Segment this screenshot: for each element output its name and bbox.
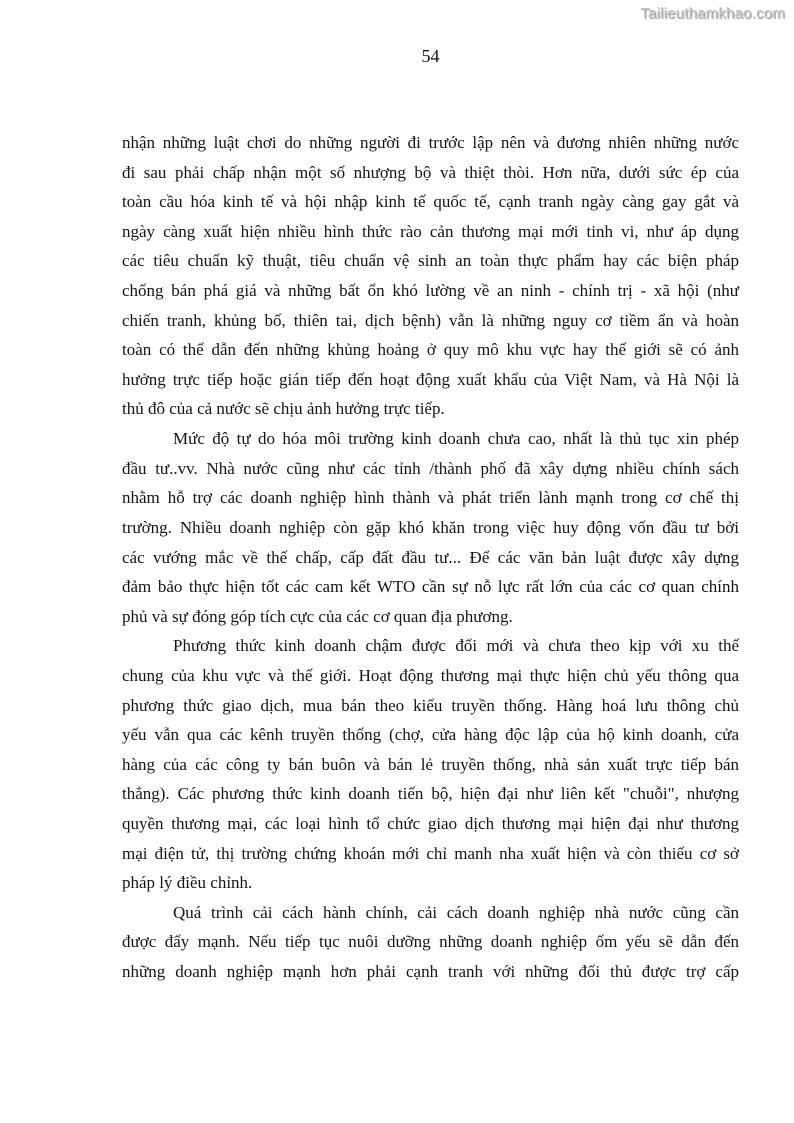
text-line-content: thủ đô của cả nước sẽ chịu ảnh hưởng trực tiếp.	[122, 399, 445, 419]
text-line-content: trường. Nhiều doanh nghiệp còn gặp khó khăn trong việc huy động vốn đầu tư bởi	[122, 517, 739, 537]
text-line	[122, 868, 739, 898]
text-line-content: được đẩy mạnh. Nếu tiếp tục nuôi dưỡng những doanh nghiệp ốm yếu sẽ dẫn đến	[122, 932, 739, 952]
text-line-content: toàn cầu hóa kinh tế và hội nhập kinh tế quốc tế, cạnh tranh ngày càng gay gắt và	[122, 192, 739, 212]
text-line-content: đi sau phải chấp nhận một số nhượng bộ và thiệt thòi. Hơn nữa, dưới sức ép của	[122, 162, 739, 182]
text-line-content: chung của khu vực và thế giới. Hoạt động thương mại thực hiện chủ yếu thông qua	[122, 665, 739, 685]
text-line	[122, 750, 739, 780]
text-line-content: các vướng mắc về thế chấp, cấp đất đầu tư... Để các văn bản luật được xây dựng	[122, 547, 739, 567]
text-line-content: hàng của các công ty bán buôn và bán lẻ truyền thống, nhà sản xuất trực tiếp bán	[122, 754, 739, 774]
paragraph	[122, 631, 739, 897]
text-line	[122, 839, 739, 869]
text-line	[122, 454, 739, 484]
text-line	[122, 424, 739, 454]
paragraph	[122, 898, 739, 987]
text-line	[122, 365, 739, 395]
text-line-content: phủ và sự đóng góp tích cực của các cơ quan địa phương.	[122, 606, 513, 626]
text-line-content: thẳng). Các phương thức kinh doanh tiến bộ, hiện đại như liên kết "chuỗi", nhượng	[122, 784, 739, 804]
text-line-content: Phương thức kinh doanh chậm được đổi mới và chưa theo kịp với xu thế	[173, 636, 739, 656]
text-line	[122, 720, 739, 750]
text-line-content: hưởng trực tiếp hoặc gián tiếp đến hoạt động xuất khẩu của Việt Nam, và Hà Nội là	[122, 369, 739, 389]
text-line	[122, 572, 739, 602]
text-line-content: phương thức giao dịch, mua bán theo kiểu truyền thống. Hàng hoá lưu thông chủ	[122, 695, 739, 715]
text-line	[122, 335, 739, 365]
body-text	[122, 128, 739, 987]
paragraph	[122, 424, 739, 631]
text-line	[122, 927, 739, 957]
text-line-content: pháp lý điều chỉnh.	[122, 873, 253, 893]
text-line	[122, 543, 739, 573]
text-line	[122, 513, 739, 543]
text-line	[122, 306, 739, 336]
text-line	[122, 631, 739, 661]
text-line-content: Quá trình cải cách hành chính, cải cách doanh nghiệp nhà nước cũng cần	[173, 902, 739, 922]
page-number: 54	[421, 46, 440, 66]
text-line-content: quyền thương mại, các loại hình tổ chức giao dịch thương mại hiện đại như thương	[122, 814, 739, 834]
text-line-content: yếu vẫn qua các kênh truyền thống (chợ, cửa hàng độc lập của hộ kinh doanh, cửa	[122, 725, 739, 745]
text-line	[122, 483, 739, 513]
text-line	[122, 276, 739, 306]
text-line	[122, 691, 739, 721]
text-line	[122, 779, 739, 809]
text-line	[122, 661, 739, 691]
text-line-content: chống bán phá giá và những bất ổn khó lường về an ninh - chính trị - xã hội (như	[122, 281, 739, 301]
text-line-content: đầu tư..vv. Nhà nước cũng như các tỉnh /thành phố đã xây dựng nhiều chính sách	[122, 458, 739, 478]
text-line-content: các tiêu chuẩn kỹ thuật, tiêu chuẩn vệ sinh an toàn thực phẩm hay các biện pháp	[122, 251, 739, 271]
text-line	[122, 394, 739, 424]
text-line-content: đảm bảo thực hiện tốt các cam kết WTO cần sự nỗ lực rất lớn của các cơ quan chính	[122, 577, 739, 597]
text-line	[122, 217, 739, 247]
text-line	[122, 246, 739, 276]
text-line	[122, 957, 739, 987]
text-line	[122, 809, 739, 839]
text-line	[122, 187, 739, 217]
text-line-content: nhận những luật chơi do những người đi trước lập nên và đương nhiên những nước	[122, 133, 739, 152]
text-line	[122, 898, 739, 928]
text-line-content: Mức độ tự do hóa môi trường kinh doanh chưa cao, nhất là thủ tục xin phép	[173, 429, 739, 449]
watermark: Tailieuthamkhao.com	[640, 5, 785, 22]
text-line-content: những doanh nghiệp mạnh hơn phải cạnh tranh với những đối thủ được trợ cấp	[122, 962, 739, 982]
text-line-content: nhằm hỗ trợ các doanh nghiệp hình thành và phát triển lành mạnh trong cơ chế thị	[122, 488, 739, 508]
paragraph	[122, 128, 739, 424]
text-line	[122, 158, 739, 188]
text-line-content: mại điện tử, thị trường chứng khoán mới chỉ manh nha xuất hiện và còn thiếu cơ sở	[122, 843, 739, 863]
text-line	[122, 602, 739, 632]
text-line-content: chiến tranh, khủng bố, thiên tai, dịch bệnh) vẫn là những nguy cơ tiềm ẩn và hoàn	[122, 310, 739, 330]
text-line-content: toàn có thể dẫn đến những khủng hoảng ở quy mô khu vực hay thế giới sẽ có ảnh	[122, 340, 739, 360]
text-line	[122, 128, 739, 158]
text-line-content: ngày càng xuất hiện nhiều hình thức rào cản thương mại mới tinh vi, như áp dụng	[122, 221, 739, 241]
